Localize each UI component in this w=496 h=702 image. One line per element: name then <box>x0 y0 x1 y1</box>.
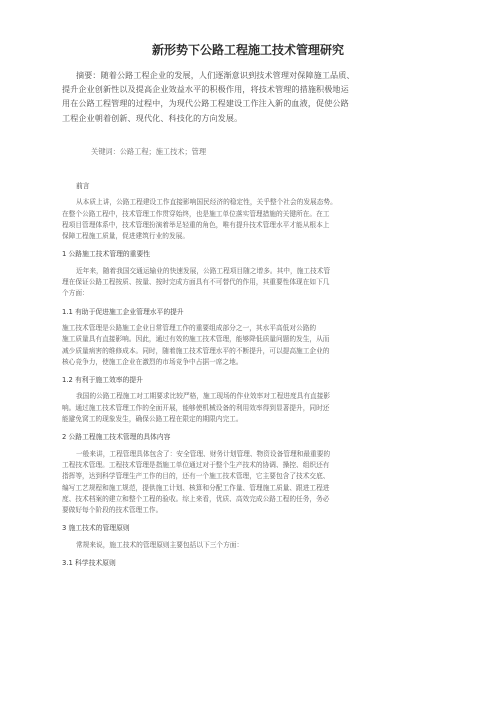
section-heading-2: 2 公路工程施工技术管理的具体内容 <box>62 433 171 442</box>
text-line: 近年来，随着我国交通运输业的快速发展，公路工程项目随之增多。其中，施工技术管 <box>76 266 331 275</box>
text-line: 个方面： <box>62 289 89 298</box>
abstract-line: 提升企业创新性以及提高企业效益水平的积极作用，将技术管理的措施积极地运 <box>62 84 349 95</box>
paragraph-preface <box>62 197 434 242</box>
keywords: 关键词：公路工程；施工技术；管理 <box>91 147 207 156</box>
text-line: 工程技术管理。工程技术管理是指施工单位通过对于整个生产技术的协调、操控、组织还有 <box>62 460 330 469</box>
text-line: 程项目管理体系中，技术管理扮演着举足轻重的角色，唯有提升技术管理水平才能从根本上 <box>62 220 330 229</box>
section-heading-3: 3 施工技术的管理原则 <box>62 524 130 533</box>
paragraph-section-1 <box>62 266 434 300</box>
abstract <box>62 68 440 125</box>
text-line: 施工技术管理是公路施工企业日常管理工作的重要组成部分之一，其水平高低对公路的 <box>62 323 317 332</box>
text-line: 能避免窝工的现象发生，确保公路工程在限定的期限内完工。 <box>62 415 243 424</box>
text-line: 响。通过施工技术管理工作的全面开展，能够使机械设备的利用效率得到显著提升，同时还 <box>62 403 330 412</box>
section-heading-preface: 前言 <box>76 182 90 190</box>
abstract-line: 工程企业朝着创新、现代化、科技化的方向发展。 <box>62 112 243 123</box>
text-line: 常规来说，施工技术的管理原则主要包括以下三个方面： <box>76 540 244 549</box>
text-line: 核心竞争力，使施工企业在激烈的市场竞争中占据一席之地。 <box>62 357 243 366</box>
paper-title: 新形势下公路工程施工技术管理研究 <box>151 43 344 57</box>
text-line: 在整个公路工程中，技术管理工作贯穿始终，也是施工单位落实管理措施的关键所在。在工 <box>62 209 330 218</box>
section-heading-1-1: 1.1 有助于促进施工企业管理水平的提升 <box>62 307 184 316</box>
section-heading-1-2: 1.2 有利于施工效率的提升 <box>62 376 143 385</box>
text-line: 我国的公路工程施工对工期要求比较严格，施工现场的作业效率对工程进度具有直接影 <box>76 392 331 401</box>
paragraph-section-1-1 <box>62 323 434 368</box>
text-line: 从本质上讲，公路工程建设工作直接影响国民经济的稳定性，关乎整个社会的发展态势。 <box>76 198 337 207</box>
abstract-line: 用在公路工程管理的过程中，为现代公路工程建设工作注入新的血液，促使公路 <box>62 98 349 109</box>
abstract-line: 摘要：随着公路工程企业的发展，人们逐渐意识到技术管理对保障施工品质、 <box>76 70 355 80</box>
section-heading-1: 1 公路施工技术管理的重要性 <box>62 250 151 259</box>
text-line: 减少质量病害的维修成本。同时，随着施工技术管理水平的不断提升，可以提高施工企业的 <box>62 346 330 355</box>
text-line: 编写工艺规程和施工规范，提供施工计划、核算和分配工作量、管理施工质量、跟进工程进 <box>62 483 330 492</box>
section-heading-3-1: 3.1 科学技术原则 <box>62 559 116 568</box>
text-line: 指挥等，达到科学管理生产工作的目的，还有一个施工技术管理，它主要包含了技术交底、 <box>62 472 330 481</box>
paragraph-section-2 <box>62 449 434 517</box>
text-line: 要做好每个阶段的技术管理工作。 <box>62 506 163 515</box>
text-line: 度、技术档案的建立和整个工程的验收。综上来看，优质、高效完成公路工程的任务，务必 <box>62 494 330 503</box>
paragraph-section-3 <box>62 540 434 551</box>
text-line: 保障工程施工质量，促进建筑行业的发展。 <box>62 232 190 241</box>
text-line: 一般来讲，工程管理具体包含了：安全管理、财务计划管理、物资设备管理和最重要的 <box>76 449 331 458</box>
text-line: 理在保证公路工程按质、按量、按时完成方面具有不可替代的作用，其重要性体现在如下几 <box>62 278 330 287</box>
text-line: 施工质量具有直接影响。因此，通过有效的施工技术管理，能够降低质量问题的发生，从而 <box>62 335 330 344</box>
paragraph-section-1-2 <box>62 391 434 425</box>
body-text <box>62 181 434 569</box>
